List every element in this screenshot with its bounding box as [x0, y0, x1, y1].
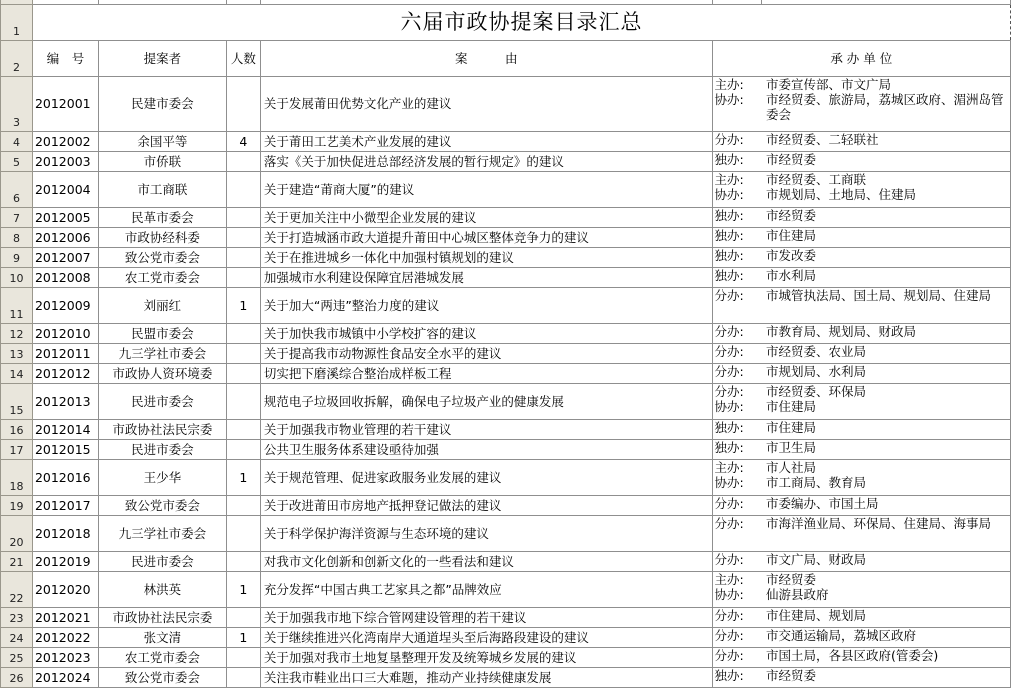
row-header[interactable]: 6: [1, 171, 33, 207]
table-row: [1, 323, 1011, 343]
cell-role[interactable]: [712, 363, 762, 383]
unit-text: 市经贸委、环保局: [765, 383, 866, 399]
row-header[interactable]: 13: [1, 343, 33, 363]
cell-proposer[interactable]: 民革市委会: [98, 207, 226, 227]
cell-unit[interactable]: [762, 267, 1011, 287]
role-label: 独办:: [714, 227, 744, 243]
cell-role[interactable]: [712, 647, 762, 667]
cell-count[interactable]: [226, 439, 260, 459]
unit-text: 市工商局、教育局: [765, 474, 866, 490]
unit-text: 市经贸委: [765, 667, 816, 683]
cell-role[interactable]: [712, 627, 762, 647]
row-header[interactable]: 14: [1, 363, 33, 383]
role-label: 分办:: [714, 647, 744, 663]
cell-role[interactable]: [712, 171, 762, 207]
role-label: 协办:: [714, 586, 744, 602]
cell-subject[interactable]: 关于更加关注中小微型企业发展的建议: [260, 207, 712, 227]
table-row: [1, 343, 1011, 363]
unit-text: 仙游县政府: [765, 586, 829, 602]
unit-text: 市住建局: [765, 227, 816, 243]
cell-unit[interactable]: [762, 667, 1011, 687]
cell-number[interactable]: 2012018: [32, 515, 98, 551]
cell-proposer[interactable]: 民建市委会: [98, 76, 226, 131]
cell-proposer[interactable]: 张文清: [98, 627, 226, 647]
cell-subject[interactable]: 切实把下磨溪综合整治成样板工程: [260, 363, 712, 383]
unit-text: 市规划局、土地局、住建局: [765, 186, 916, 202]
row-header[interactable]: 21: [1, 551, 33, 571]
cell-number[interactable]: 2012004: [32, 171, 98, 207]
unit-text: 市住建局: [765, 398, 816, 414]
cell-role[interactable]: [712, 439, 762, 459]
cell-unit[interactable]: [762, 495, 1011, 515]
header-row: [1, 40, 1011, 76]
unit-text: 市经贸委: [765, 207, 816, 223]
cell-subject[interactable]: 公共卫生服务体系建设亟待加强: [260, 439, 712, 459]
cell-number[interactable]: 2012019: [32, 551, 98, 571]
cell-count[interactable]: 1: [226, 287, 260, 323]
cell-unit[interactable]: [762, 419, 1011, 439]
cell-role[interactable]: [712, 323, 762, 343]
role-label: 独办:: [714, 267, 744, 283]
table-row: [1, 551, 1011, 571]
role-label: 分办:: [714, 363, 744, 379]
row-header[interactable]: 8: [1, 227, 33, 247]
title-row: [1, 4, 1011, 40]
role-label: 分办:: [714, 607, 744, 623]
cell-number[interactable]: 2012012: [32, 363, 98, 383]
row-header[interactable]: 19: [1, 495, 33, 515]
cell-number[interactable]: 2012010: [32, 323, 98, 343]
cell-subject[interactable]: 对我市文化创新和创新文化的一些看法和建议: [260, 551, 712, 571]
cell-count[interactable]: [226, 267, 260, 287]
row-header[interactable]: 20: [1, 515, 33, 551]
cell-unit[interactable]: [762, 515, 1011, 551]
cell-role[interactable]: [712, 571, 762, 607]
cell-unit[interactable]: [762, 459, 1011, 495]
row-header[interactable]: 25: [1, 647, 33, 667]
cell-subject[interactable]: 规范电子垃圾回收拆解，确保电子垃圾产业的健康发展: [260, 383, 712, 419]
cell-number[interactable]: 2012005: [32, 207, 98, 227]
role-label: 分办:: [714, 287, 744, 303]
header-subject[interactable]: 案 由: [260, 40, 712, 76]
cell-role[interactable]: [712, 459, 762, 495]
cell-count[interactable]: 1: [226, 459, 260, 495]
row-header[interactable]: 24: [1, 627, 33, 647]
table-row: [1, 627, 1011, 647]
cell-role[interactable]: [712, 607, 762, 627]
cell-proposer[interactable]: 王少华: [98, 459, 226, 495]
cell-subject[interactable]: 关于科学保护海洋资源与生态环境的建议: [260, 515, 712, 551]
cell-number[interactable]: 2012016: [32, 459, 98, 495]
role-label: 主办:: [714, 171, 744, 187]
cell-subject[interactable]: 关于加快我市城镇中小学校扩容的建议: [260, 323, 712, 343]
cell-count[interactable]: [226, 151, 260, 171]
unit-text: 市交通运输局，荔城区政府: [765, 627, 916, 643]
cell-role[interactable]: [712, 207, 762, 227]
role-label: 分办:: [714, 627, 744, 643]
cell-number[interactable]: 2012009: [32, 287, 98, 323]
role-label: 协办:: [714, 91, 744, 107]
header-number[interactable]: 编 号: [32, 40, 98, 76]
cell-subject[interactable]: 落实《关于加快促进总部经济发展的暂行规定》的建议: [260, 151, 712, 171]
cell-role[interactable]: [712, 287, 762, 323]
table-row: [1, 495, 1011, 515]
role-label: 独办:: [714, 439, 744, 455]
unit-text: 市委宣传部、市文广局: [765, 76, 891, 92]
cell-count[interactable]: [226, 207, 260, 227]
cell-role[interactable]: [712, 131, 762, 151]
cell-count[interactable]: [226, 227, 260, 247]
cell-subject[interactable]: 加强城市水利建设保障宜居港城发展: [260, 267, 712, 287]
role-label: 协办:: [714, 186, 744, 202]
cell-unit[interactable]: [762, 323, 1011, 343]
role-label: 主办:: [714, 459, 744, 475]
cell-number[interactable]: 2012002: [32, 131, 98, 151]
cell-subject[interactable]: 关于加强我市物业管理的若干建议: [260, 419, 712, 439]
cell-unit[interactable]: [762, 607, 1011, 627]
unit-text: 市经贸委: [765, 571, 816, 587]
cell-subject[interactable]: 关于加大“两违”整治力度的建议: [260, 287, 712, 323]
row-header[interactable]: 15: [1, 383, 33, 419]
cell-unit[interactable]: [762, 551, 1011, 571]
cell-number[interactable]: 2012015: [32, 439, 98, 459]
role-label: 独办:: [714, 207, 744, 223]
unit-text: 市委编办、市国土局: [765, 495, 879, 511]
cell-number[interactable]: 2012014: [32, 419, 98, 439]
role-label: 分办:: [714, 551, 744, 567]
cell-role[interactable]: [712, 227, 762, 247]
unit-text: 市经贸委、旅游局，荔城区政府、湄洲岛管委会: [765, 91, 1004, 122]
unit-text: 市经贸委、工商联: [765, 171, 866, 187]
table-row: [1, 227, 1011, 247]
cell-count[interactable]: [226, 495, 260, 515]
cell-count[interactable]: [226, 667, 260, 687]
role-label: 分办:: [714, 515, 744, 531]
role-label: 独办:: [714, 247, 744, 263]
cell-subject[interactable]: 关于改进莆田市房地产抵押登记做法的建议: [260, 495, 712, 515]
cell-subject[interactable]: 关于加强对我市土地复垦整理开发及统筹城乡发展的建议: [260, 647, 712, 667]
row-header[interactable]: 9: [1, 247, 33, 267]
role-label: 独办:: [714, 151, 744, 167]
table-row: [1, 571, 1011, 607]
role-label: 协办:: [714, 398, 744, 414]
row-header[interactable]: 16: [1, 419, 33, 439]
row-header[interactable]: 1: [1, 4, 33, 40]
cell-number[interactable]: 2012006: [32, 227, 98, 247]
cell-count[interactable]: [226, 76, 260, 131]
unit-text: 市发改委: [765, 247, 816, 263]
cell-unit[interactable]: [762, 343, 1011, 363]
row-header[interactable]: 17: [1, 439, 33, 459]
cell-role[interactable]: [712, 667, 762, 687]
table-row: [1, 459, 1011, 495]
cell-role[interactable]: [712, 419, 762, 439]
row-header[interactable]: 7: [1, 207, 33, 227]
cell-subject[interactable]: 关于规范管理、促进家政服务业发展的建议: [260, 459, 712, 495]
cell-count[interactable]: [226, 171, 260, 207]
table-row: [1, 383, 1011, 419]
unit-text: 市住建局、规划局: [765, 607, 866, 623]
cell-proposer[interactable]: 市政协社法民宗委: [98, 419, 226, 439]
cell-proposer[interactable]: 致公党市委会: [98, 667, 226, 687]
cell-unit[interactable]: [762, 647, 1011, 667]
cell-role[interactable]: [712, 151, 762, 171]
cell-number[interactable]: 2012023: [32, 647, 98, 667]
cell-number[interactable]: 2012013: [32, 383, 98, 419]
cell-number[interactable]: 2012021: [32, 607, 98, 627]
table-row: [1, 647, 1011, 667]
cell-subject[interactable]: 关于建造“莆商大厦”的建议: [260, 171, 712, 207]
cell-count[interactable]: [226, 419, 260, 439]
cell-subject[interactable]: 关于加强我市地下综合管网建设管理的若干建议: [260, 607, 712, 627]
header-proposer[interactable]: 提案者: [98, 40, 226, 76]
cell-proposer[interactable]: 农工党市委会: [98, 267, 226, 287]
unit-text: 市经贸委: [765, 151, 816, 167]
role-label: 分办:: [714, 131, 744, 147]
cell-unit[interactable]: [762, 627, 1011, 647]
table-row: [1, 247, 1011, 267]
row-header[interactable]: 3: [1, 76, 33, 131]
cell-count[interactable]: [226, 515, 260, 551]
cell-proposer[interactable]: 致公党市委会: [98, 495, 226, 515]
row-header[interactable]: 18: [1, 459, 33, 495]
cell-count[interactable]: [226, 551, 260, 571]
cell-role[interactable]: [712, 247, 762, 267]
role-label: 独办:: [714, 419, 744, 435]
cell-role[interactable]: [712, 551, 762, 571]
cell-count[interactable]: [226, 363, 260, 383]
row-header[interactable]: 2: [1, 40, 33, 76]
cell-subject[interactable]: 关于在推进城乡一体化中加强村镇规划的建议: [260, 247, 712, 267]
table-row: [1, 667, 1011, 687]
table-row: [1, 267, 1011, 287]
cell-unit[interactable]: [762, 383, 1011, 419]
unit-text: 市国土局，各县区政府(管委会): [765, 647, 939, 663]
cell-proposer[interactable]: 林洪英: [98, 571, 226, 607]
cell-unit[interactable]: [762, 439, 1011, 459]
cell-proposer[interactable]: 致公党市委会: [98, 247, 226, 267]
cell-number[interactable]: 2012011: [32, 343, 98, 363]
cell-subject[interactable]: 关于莆田工艺美术产业发展的建议: [260, 131, 712, 151]
cell-role[interactable]: [712, 495, 762, 515]
role-label: 分办:: [714, 343, 744, 359]
unit-text: 市教育局、规划局、财政局: [765, 323, 916, 339]
cell-count[interactable]: 4: [226, 131, 260, 151]
cell-number[interactable]: 2012008: [32, 267, 98, 287]
row-header[interactable]: 10: [1, 267, 33, 287]
role-label: 协办:: [714, 474, 744, 490]
table-row: [1, 439, 1011, 459]
sheet-title[interactable]: 六届市政协提案目录汇总: [32, 4, 1010, 40]
unit-text: 市卫生局: [765, 439, 816, 455]
cell-unit[interactable]: [762, 363, 1011, 383]
cell-proposer[interactable]: 九三学社市委会: [98, 515, 226, 551]
cell-unit[interactable]: [762, 227, 1011, 247]
unit-text: 市文广局、财政局: [765, 551, 866, 567]
unit-text: 市人社局: [765, 459, 816, 475]
row-header[interactable]: 23: [1, 607, 33, 627]
unit-text: 市海洋渔业局、环保局、住建局、海事局: [765, 515, 991, 531]
cell-count[interactable]: [226, 383, 260, 419]
cell-proposer[interactable]: 农工党市委会: [98, 647, 226, 667]
cell-proposer[interactable]: 市政协社法民宗委: [98, 607, 226, 627]
header-count[interactable]: 人数: [226, 40, 260, 76]
cell-number[interactable]: 2012007: [32, 247, 98, 267]
cell-unit[interactable]: [762, 131, 1011, 151]
row-header[interactable]: 22: [1, 571, 33, 607]
cell-unit[interactable]: [762, 151, 1011, 171]
table-row: [1, 515, 1011, 551]
unit-text: 市城管执法局、国土局、规划局、住建局: [765, 287, 991, 303]
cell-count[interactable]: [226, 247, 260, 267]
cell-number[interactable]: 2012022: [32, 627, 98, 647]
cell-role[interactable]: [712, 76, 762, 131]
row-header[interactable]: 11: [1, 287, 33, 323]
table-row: [1, 207, 1011, 227]
cell-proposer[interactable]: 市工商联: [98, 171, 226, 207]
unit-text: 市经贸委、二轻联社: [765, 131, 879, 147]
table-row: [1, 76, 1011, 131]
unit-text: 市规划局、水利局: [765, 363, 866, 379]
cell-unit[interactable]: [762, 76, 1011, 131]
unit-text: 市水利局: [765, 267, 816, 283]
row-header[interactable]: 26: [1, 667, 33, 687]
cell-count[interactable]: [226, 647, 260, 667]
cell-subject[interactable]: 关于提高我市动物源性食品安全水平的建议: [260, 343, 712, 363]
cell-subject[interactable]: 关于打造城涵市政大道提升莆田中心城区整体竞争力的建议: [260, 227, 712, 247]
cell-proposer[interactable]: 九三学社市委会: [98, 343, 226, 363]
cell-number[interactable]: 2012003: [32, 151, 98, 171]
cell-proposer[interactable]: 民盟市委会: [98, 323, 226, 343]
role-label: 分办:: [714, 495, 744, 511]
cell-role[interactable]: [712, 383, 762, 419]
cell-count[interactable]: 1: [226, 571, 260, 607]
cell-proposer[interactable]: 余国平等: [98, 131, 226, 151]
row-header[interactable]: 12: [1, 323, 33, 343]
cell-role[interactable]: [712, 267, 762, 287]
role-label: 主办:: [714, 76, 744, 92]
cell-unit[interactable]: [762, 287, 1011, 323]
role-label: 分办:: [714, 383, 744, 399]
cell-unit[interactable]: [762, 571, 1011, 607]
cell-proposer[interactable]: 民进市委会: [98, 551, 226, 571]
unit-text: 市经贸委、农业局: [765, 343, 866, 359]
cell-proposer[interactable]: 市侨联: [98, 151, 226, 171]
header-unit[interactable]: 承 办 单 位: [712, 40, 1010, 76]
cell-proposer[interactable]: 民进市委会: [98, 383, 226, 419]
cell-number[interactable]: 2012020: [32, 571, 98, 607]
cell-role[interactable]: [712, 515, 762, 551]
cell-unit[interactable]: [762, 247, 1011, 267]
cell-proposer[interactable]: 民进市委会: [98, 439, 226, 459]
cell-number[interactable]: 2012001: [32, 76, 98, 131]
cell-proposer[interactable]: 市政协人资环境委: [98, 363, 226, 383]
table-row: [1, 607, 1011, 627]
table-row: [1, 151, 1011, 171]
table-row: [1, 131, 1011, 151]
role-label: 主办:: [714, 571, 744, 587]
cell-number[interactable]: 2012024: [32, 667, 98, 687]
cell-count[interactable]: [226, 343, 260, 363]
row-header[interactable]: 4: [1, 131, 33, 151]
role-label: 分办:: [714, 323, 744, 339]
cell-subject[interactable]: 充分发挥“中国古典工艺家具之都”品牌效应: [260, 571, 712, 607]
cell-unit[interactable]: [762, 207, 1011, 227]
cell-unit[interactable]: [762, 171, 1011, 207]
cell-subject[interactable]: 关注我市鞋业出口三大难题，推动产业持续健康发展: [260, 667, 712, 687]
cell-role[interactable]: [712, 343, 762, 363]
cell-count[interactable]: [226, 323, 260, 343]
cell-proposer[interactable]: 市政协经科委: [98, 227, 226, 247]
table-row: [1, 363, 1011, 383]
unit-text: 市住建局: [765, 419, 816, 435]
table-row: [1, 171, 1011, 207]
cell-proposer[interactable]: 刘丽红: [98, 287, 226, 323]
table-row: [1, 419, 1011, 439]
row-header[interactable]: 5: [1, 151, 33, 171]
cell-subject[interactable]: 关于继续推进兴化湾南岸大通道埕头至后海路段建设的建议: [260, 627, 712, 647]
table-row: [1, 287, 1011, 323]
cell-number[interactable]: 2012017: [32, 495, 98, 515]
cell-subject[interactable]: 关于发展莆田优势文化产业的建议: [260, 76, 712, 131]
cell-count[interactable]: [226, 607, 260, 627]
cell-count[interactable]: 1: [226, 627, 260, 647]
role-label: 独办:: [714, 667, 744, 683]
